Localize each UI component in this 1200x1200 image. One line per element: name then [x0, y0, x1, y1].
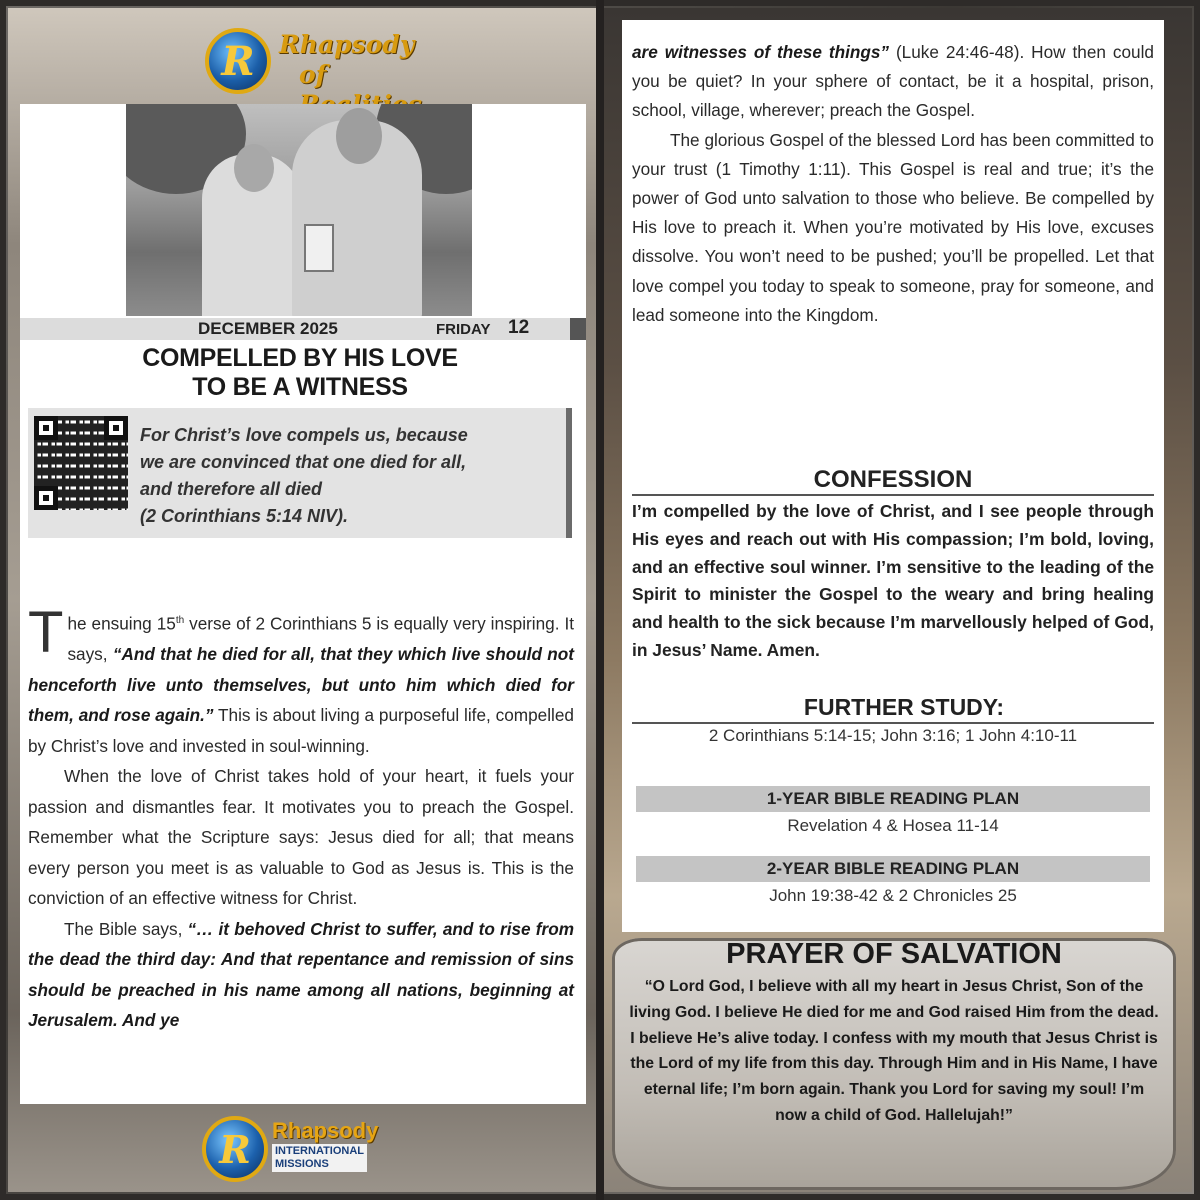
rhapsody-missions-logo: R Rhapsody INTERNATIONAL MISSIONS [202, 1116, 382, 1192]
prayer-text: “O Lord God, I believe with all my heart in Jesus Christ, Son of the living God. I believe He died for me and God raised Him from the dead. I believe He’s alive today. I confess with my mouth that Jesus Christ is the Lord of my life from this day. Through Him and in His Name, I have eternal life; I’m born again. Thank you Lord for saving my soul! I’m now a child of God. Hallelujah!” [629, 978, 1159, 1124]
paragraph-3: The Bible says, “… it behoved Christ to suffer, and to rise from the dead the third day: And that repentance and remission of sins should be preached in his name among all nations, beginning at Jerusalem. And ye [28, 918, 574, 1031]
devotional-body-left [28, 600, 574, 1036]
center-divider [596, 0, 604, 1200]
theme-verse: For Christ’s love compels us, because we are convinced that one died for all, and therefore all died (2 Corinthians 5:14 NIV). [140, 425, 468, 526]
weekday: FRIDAY [436, 321, 491, 338]
two-year-plan-text: John 19:38-42 & 2 Chronicles 25 [769, 886, 1017, 905]
devotional-title: COMPELLED BY HIS LOVE TO BE A WITNESS [142, 344, 458, 401]
rhapsody-logo [205, 22, 420, 102]
left-page [20, 104, 586, 1104]
theme-verse-box [28, 408, 572, 538]
prayer-of-salvation-box [612, 938, 1176, 1190]
drop-cap: T [28, 600, 64, 665]
further-study-heading: FURTHER STUDY: [803, 694, 1005, 720]
qr-code-icon[interactable] [34, 416, 128, 510]
two-year-plan-heading: 2-YEAR BIBLE READING PLAN [636, 856, 1150, 882]
confession-text: I’m compelled by the love of Christ, and I see people through His eyes and reach out with His compassion; I’m bold, loving, and an effective soul winner. I’m sensitive to the leading of the Spirit to minister the Gospel to the weary and bring healing and health to the sick because I’m marvellously helped of God, in Jesus’ Name. Amen. [632, 501, 1154, 660]
globe-emblem-icon: R [202, 1116, 268, 1182]
month-year: DECEMBER 2025 [198, 319, 338, 338]
globe-emblem-icon: R [205, 28, 271, 94]
further-study-text: 2 Corinthians 5:14-15; John 3:16; 1 John 4:10-11 [708, 726, 1078, 745]
devotional-body-right [632, 38, 1154, 330]
paragraph-2: When the love of Christ takes hold of your heart, it fuels your passion and dismantles fear. It motivates you to preach the Gospel. Remember what the Scripture says: Jesus died for all; that means every person you meet is as valuable to God as Jesus is. This is the conviction of an effective witness for Christ. [28, 766, 574, 909]
cover-photo [126, 104, 472, 316]
one-year-plan-heading: 1-YEAR BIBLE READING PLAN [636, 786, 1150, 812]
brand-name: Rhapsody of [279, 30, 415, 89]
divider [632, 722, 1154, 724]
day-number: 12 [508, 317, 530, 338]
right-page [622, 20, 1164, 932]
confession-heading: CONFESSION [813, 466, 973, 493]
date-bar [20, 318, 586, 340]
paragraph-1: The ensuing 15th verse of 2 Corinthians 5 is equally very inspiring. It says, “And that he died for all, that they which live should not henceforth live unto themselves, but unto him which died for them, and rose again.” This is about living a purposeful life, compelled by Christ’s love and invested in soul-winning. [28, 600, 574, 756]
paragraph-4: The glorious Gospel of the blessed Lord has been committed to your trust (1 Timothy 1:11). This Gospel is real and true; it’s the power of God unto salvation to those who believe. Be compelled by His love to preach it. When you’re motivated by His love, excuses dissolve. You won’t need to be pushed; you’ll be propelled. Let that love compel you today to speak to someone, pray for someone, and lead someone into the Kingdom. [632, 129, 1154, 325]
divider [632, 494, 1154, 496]
one-year-plan-text: Revelation 4 & Hosea 11-14 [787, 816, 999, 835]
prayer-heading: PRAYER OF SALVATION [726, 938, 1062, 970]
paragraph-continued: are witnesses of these things” (Luke 24:46-48). How then could you be quiet? In your sphere of contact, be it a hospital, prison, school, village, wherever; preach the Gospel. [632, 42, 1154, 121]
